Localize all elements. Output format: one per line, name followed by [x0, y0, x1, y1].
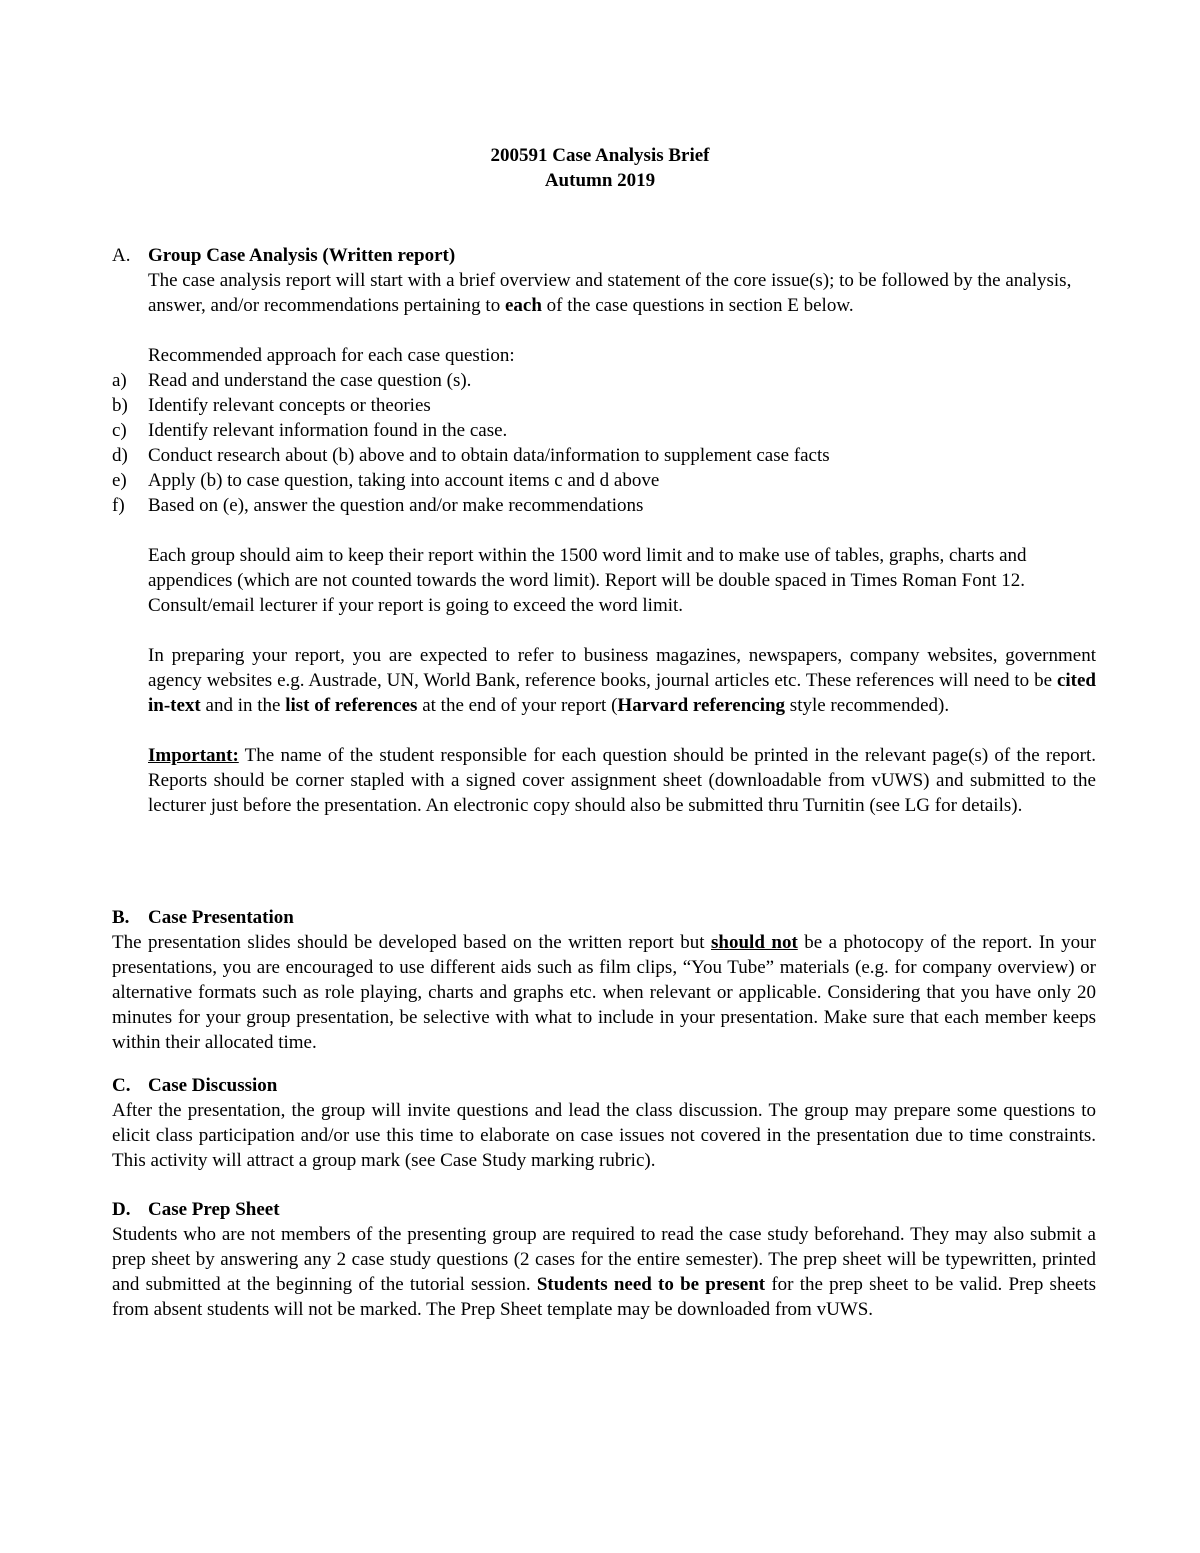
section-a-heading [112, 243, 1096, 268]
word-limit-paragraph: Each group should aim to keep their report within the 1500 word limit and to make use of tables, graphs, charts and appendices (which are not counted towards the word limit). Report will be double spaced in Times Roman Font 12. Consult/email lecturer if your report is going to exceed the word limit. [148, 545, 1027, 616]
list-item-text: Based on (e), answer the question and/or make recommendations [148, 495, 644, 516]
section-a [112, 243, 1096, 818]
list-item-text: Identify relevant information found in the case. [148, 420, 508, 441]
presentation-text-end: be a photocopy of the report. In your presentations, you are encouraged to use different aids such as film clips, “You Tube” materials (e.g. for company overview) or alternative formats such as role playing, charts and graphs etc. when relevant or applicable. Considering that you have only 20 minutes for your group presentation, be selective with what to include in your presentation. Make sure that each member keeps within their allocated time. [112, 932, 1096, 1053]
section-b-letter: B. [112, 907, 130, 928]
references-paragraph [148, 643, 1096, 718]
section-b-heading [112, 905, 1096, 930]
section-b-body [112, 930, 1096, 1055]
list-marker: f) [112, 495, 125, 516]
refs-emphasis-harvard: Harvard referencing [617, 695, 786, 716]
list-item-text: Conduct research about (b) above and to obtain data/information to supplement case facts [148, 445, 830, 466]
intro-text-end: of the case questions in section E below. [541, 295, 854, 316]
section-d-letter: D. [112, 1199, 131, 1220]
refs-text: at the end of your report ( [417, 695, 618, 716]
list-item [112, 443, 1096, 468]
refs-text: and in the [200, 695, 286, 716]
document-title [0, 143, 1200, 193]
section-c-title: Case Discussion [148, 1075, 278, 1096]
list-marker: d) [112, 445, 128, 466]
list-item [112, 418, 1096, 443]
prep-sheet-text: Students who are not members of the presenting group are required to read the case study beforehand. They may also submit a prep sheet by answering any 2 case study questions (2 cases for the entire semester). The prep sheet will be typewritten, printed and submitted at the beginning of the tutorial session. [112, 1224, 1096, 1295]
list-item [112, 468, 1096, 493]
approach-steps-list [112, 368, 1096, 518]
title-line-2: Autumn 2019 [544, 170, 656, 191]
title-line-1: 200591 Case Analysis Brief [490, 145, 710, 166]
prep-sheet-text-end: for the prep sheet to be valid. Prep sheets from absent students will not be marked. The Prep Sheet template may be downloaded from vUWS. [112, 1274, 1096, 1320]
intro-text: The case analysis report will start with a brief overview and statement of the core issue(s); to be followed by the analysis, answer, and/or recommendations pertaining to [148, 270, 1072, 316]
list-marker: c) [112, 420, 127, 441]
section-b-title: Case Presentation [148, 907, 294, 928]
section-c-body: After the presentation, the group will invite questions and lead the class discussion. The group may prepare some questions to elicit class participation and/or use this time to elaborate on case issues not covered in the presentation due to time constraints. This activity will attract a group mark (see Case Study marking rubric). [112, 1100, 1096, 1171]
section-a-body [112, 268, 1096, 818]
section-c-heading [112, 1073, 1096, 1098]
approach-label: Recommended approach for each case question: [148, 345, 515, 366]
list-marker: a) [112, 370, 127, 391]
section-c-letter: C. [112, 1075, 131, 1096]
list-item [112, 393, 1096, 418]
presentation-emphasis: should not [711, 932, 798, 953]
important-text: The name of the student responsible for each question should be printed in the relevant page(s) of the report. Reports should be corner stapled with a signed cover assignment sheet (downloadable from vUWS) and submitted to the lecturer just before the presentation. An electronic copy should also be submitted thru Turnitin (see LG for details). [148, 745, 1096, 816]
refs-text: In preparing your report, you are expected to refer to business magazines, newspapers, company websites, government agency websites e.g. Austrade, UN, World Bank, reference books, journal articles etc. These references will need to be [148, 645, 1096, 691]
prep-sheet-emphasis: Students need to be present [536, 1274, 766, 1295]
section-d-heading [112, 1197, 1096, 1222]
list-marker: e) [112, 470, 127, 491]
refs-emphasis-cited: cited in-text [148, 670, 1096, 716]
presentation-text: The presentation slides should be developed based on the written report but [112, 932, 712, 953]
list-item-text: Apply (b) to case question, taking into account items c and d above [148, 470, 660, 491]
refs-emphasis-list: list of references [285, 695, 418, 716]
list-item-text: Read and understand the case question (s). [148, 370, 472, 391]
important-paragraph [148, 743, 1096, 818]
list-marker: b) [112, 395, 128, 416]
list-item-text: Identify relevant concepts or theories [148, 395, 431, 416]
refs-text-end: style recommended). [785, 695, 950, 716]
important-label: Important: [148, 745, 239, 766]
intro-emphasis: each [504, 295, 542, 316]
section-a-intro [148, 268, 1096, 318]
section-a-title: Group Case Analysis (Written report) [148, 245, 456, 266]
section-d [112, 1197, 1096, 1322]
list-item [112, 493, 1096, 518]
section-a-letter: A. [112, 245, 131, 266]
section-c [112, 1073, 1096, 1173]
section-b [112, 905, 1096, 1055]
section-d-title: Case Prep Sheet [148, 1199, 280, 1220]
list-item [112, 368, 1096, 393]
section-d-body [112, 1222, 1096, 1322]
